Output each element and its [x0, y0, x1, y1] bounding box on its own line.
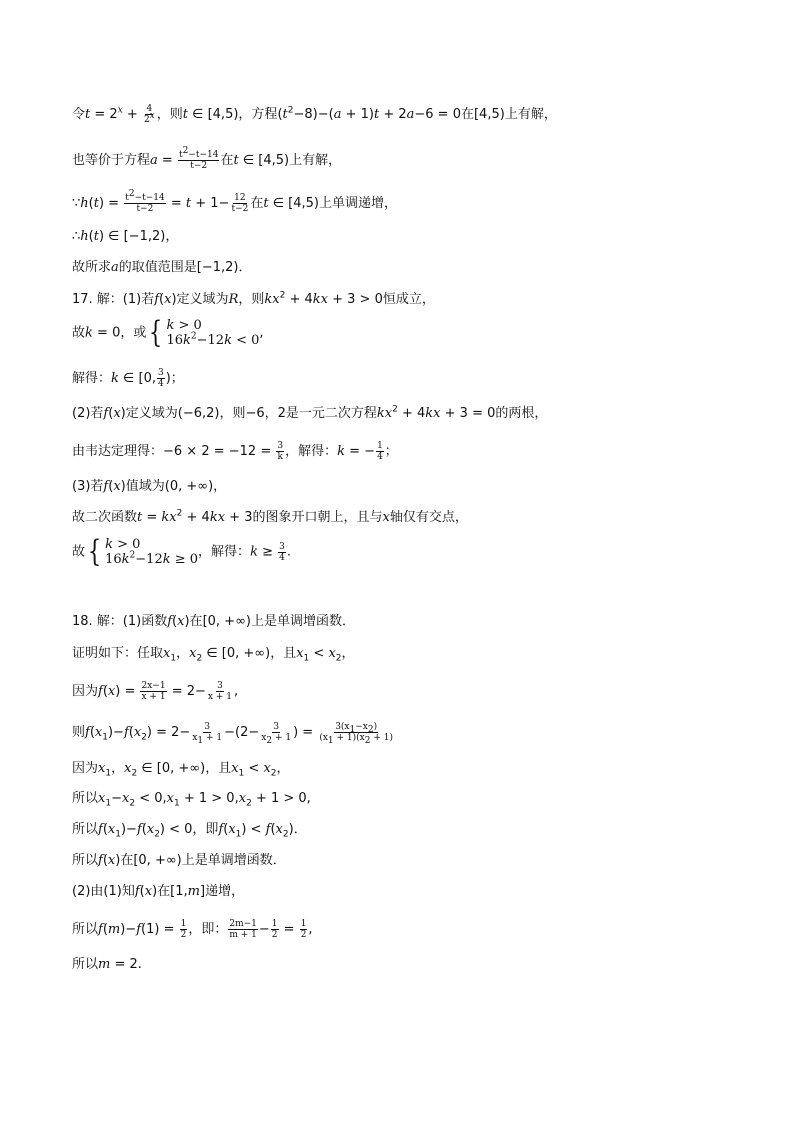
text: ，即 — [192, 822, 219, 837]
text: 因为 — [72, 684, 99, 699]
text: (3)若 — [72, 479, 104, 494]
line-3: ∵h(t) = $\frac{t^2-t-14}{t-2}$ = t + 1− $\frac{12}{t-2}$ 在t ∈ [4,5)上单调递增， — [72, 189, 398, 214]
line-4: ∴h(t) ∈ [−1,2)， — [72, 229, 179, 244]
text: 在 — [189, 614, 203, 629]
line-5: 故所求a的取值范围是[−1,2)． — [72, 260, 252, 275]
line-15: 证明如下：任取$x_1$，$x_2$ ∈ [0, +∞)，且$x_1 < x_2$， — [72, 646, 355, 664]
text: ； — [384, 444, 398, 459]
line-24: 所以m = 2. — [72, 957, 142, 972]
text: 定义域为 — [176, 292, 229, 307]
text: 因为 — [72, 761, 99, 776]
text: 上有解， — [289, 153, 342, 168]
line-21: 所以f(x)在[0, +∞)上是单调增函数． — [72, 853, 286, 868]
line-23: 所以f(m)−f(1) = $\frac{1}{2}$ ，即： $\frac{2m-1}{m + 1}$ − $\frac{1}{2}$ = $\frac{1}{2}$ , — [72, 919, 313, 940]
line-17: 则$f(x_1)-f(x_2) = 2-$ $\frac{3}{x_1 + 1}$ −(2− $\frac{3}{x_2 + 1}$ ) = $\frac{3(x_1-x_2)}{(x_1 + 1)(x_2 + 1)}$ — [72, 722, 393, 746]
text: 解得： — [72, 371, 112, 386]
text: ，即： — [188, 922, 228, 937]
text: 故 — [72, 325, 86, 341]
text: 值域为 — [125, 479, 165, 494]
text: 所以 — [72, 791, 99, 806]
text: 的两根， — [495, 406, 548, 421]
line-11: (3)若f(x)值域为(0, +∞)， — [72, 479, 227, 494]
text: ，或 — [120, 325, 147, 341]
line-22: (2)由(1)知f(x)在[1,m]递增， — [72, 884, 245, 899]
line-14: 18. 解：(1)函数f(x)在[0, +∞)上是单调增函数． — [72, 614, 355, 629]
text: ∵ — [72, 196, 81, 211]
line-6: 17. 解：(1)若f(x)定义域为R，则$kx^2 + 4kx + 3 > 0$恒成立， — [72, 290, 435, 307]
line-19: 所以$x_1-x_2 < 0,x_1 + 1 > 0,x_2 + 1 > 0$, — [72, 791, 311, 809]
line-20: 所以$f(x_1)-f(x_2) < 0$，即$f(x_1) < f(x_2)$． — [72, 822, 307, 840]
text: ， — [213, 479, 227, 494]
text: ，方程 — [238, 107, 278, 122]
text: 在 — [120, 853, 134, 868]
text: (2)由(1)知 — [72, 884, 135, 899]
text: 所以 — [72, 822, 99, 837]
line-13: 故 { k > 0 $16k^2-12k \ge 0$ ，解得：k ≥ $\frac{3}{4}$ . — [72, 534, 291, 569]
line-16: 因为f(x) = $\frac{2x-1}{x + 1}$ = 2− $\frac{3}{x + 1}$ , — [72, 681, 239, 702]
text: 也等价于方程 — [72, 153, 151, 168]
text: ； — [170, 371, 184, 386]
text: 故二次函数 — [72, 510, 138, 525]
text: ，且 — [270, 646, 297, 661]
text: 在 — [157, 884, 171, 899]
text: 所以 — [72, 922, 99, 937]
text: ． — [293, 822, 307, 837]
text: 故所求 — [72, 260, 112, 275]
text: 上单调递增， — [319, 196, 398, 211]
text: 在 — [220, 153, 234, 168]
line-7: 故k = 0，或 { k > 0 $16k^2-12k < 0$ , — [72, 315, 264, 350]
text: 证明如下：任取 — [72, 646, 164, 661]
text: 所以 — [72, 957, 99, 972]
text: ，则−6，2是一元二次方程 — [219, 406, 377, 421]
text: 在 — [250, 196, 264, 211]
text: (2)若 — [72, 406, 104, 421]
text: ，则 — [156, 107, 183, 122]
text: 17. 解：(1)若 — [72, 292, 155, 307]
line-8: 解得：k ∈ [0, $\frac{3}{4}$ )； — [72, 368, 184, 389]
text: ，解得： — [198, 544, 251, 560]
text: 18. 解：(1)函数 — [72, 614, 168, 629]
line-9: (2)若f(x)定义域为(−6,2)，则−6，2是一元二次方程$kx^2 + 4kx + 3 = 0$的两根， — [72, 404, 548, 421]
line-2: 也等价于方程a = $\frac{t^2-t-14}{t-2}$ 在t ∈ [4,5)上有解， — [72, 146, 342, 171]
text: ． — [238, 260, 252, 275]
text: 上是单调增函数． — [181, 853, 286, 868]
text: ，解得： — [285, 444, 338, 459]
text: ∴ — [72, 229, 81, 244]
text: 定义域为 — [125, 406, 178, 421]
line-1: 令$t = 2^x$ + $\frac{4}{2^x}$ ，则t ∈ [4,5)，方程$(t^2-8)-(a + 1)t + 2a-6 = 0$在[4,5)上有解， — [72, 104, 557, 125]
text: ，且 — [205, 761, 232, 776]
text: 所以 — [72, 853, 99, 868]
text: 的图象开口朝上，且与 — [252, 510, 383, 525]
text: 轴仅有交点， — [389, 510, 468, 525]
text: 由韦达定理得： — [72, 444, 164, 459]
text: 上是单调增函数． — [250, 614, 355, 629]
text: 递增， — [205, 884, 245, 899]
text: 故 — [72, 544, 86, 560]
line-10: 由韦达定理得：−6 × 2 = −12 = $\frac{3}{k}$ ，解得：k = − $\frac{1}{4}$ ； — [72, 441, 398, 462]
text: 上有解， — [504, 107, 557, 122]
text: 则 — [72, 725, 86, 740]
line-18: 因为$x_1$，$x_2$ ∈ [0, +∞)，且$x_1 < x_2$， — [72, 761, 290, 779]
text: 令 — [72, 107, 86, 122]
text: ，则 — [238, 292, 265, 307]
text: 的取值范围是 — [118, 260, 197, 275]
text: 恒成立， — [382, 292, 435, 307]
line-12: 故二次函数$t = kx^2 + 4kx + 3$的图象开口朝上，且与x轴仅有交点， — [72, 508, 468, 525]
